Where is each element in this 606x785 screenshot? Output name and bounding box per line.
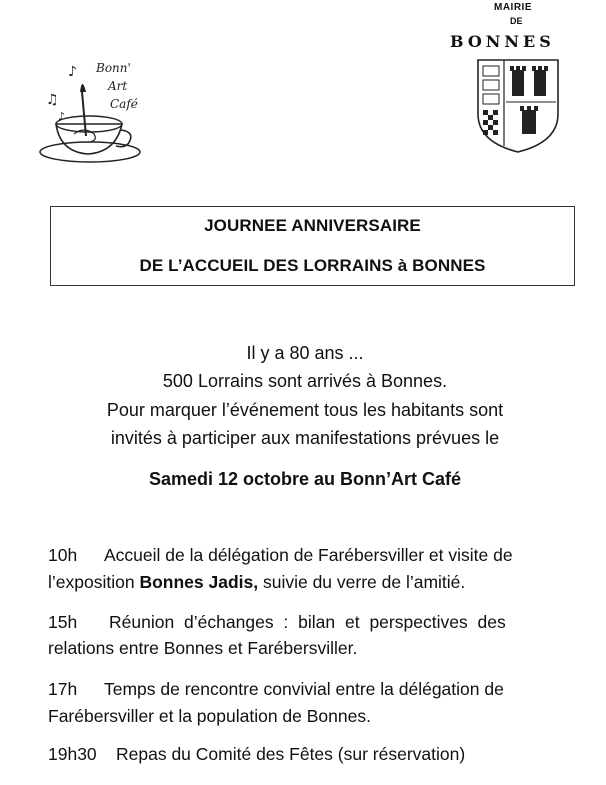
program-text: Farébersviller et la population de Bonnes. bbox=[48, 706, 371, 726]
event-date-line: Samedi 12 octobre au Bonn’Art Café bbox=[148, 469, 462, 489]
program-time: 15h bbox=[48, 612, 78, 632]
program-text: Temps de rencontre convivial entre la délégation de bbox=[104, 679, 504, 699]
title-line-2: DE L’ACCUEIL DES LORRAINS à BONNES bbox=[139, 256, 486, 275]
program-item-4-line-1 bbox=[48, 746, 570, 764]
program-text: relations entre Bonnes et Farébersviller. bbox=[48, 638, 358, 658]
program-item-1-line-2 bbox=[48, 574, 570, 592]
program-text: Accueil de la délégation de Farébersviller et visite de bbox=[104, 545, 513, 565]
svg-text:♪: ♪ bbox=[68, 64, 77, 80]
program-item-1-line-1 bbox=[48, 547, 570, 565]
program-item-2-line-1 bbox=[48, 614, 570, 632]
program-text: Repas du Comité des Fêtes (sur réservation) bbox=[116, 744, 466, 764]
exhibition-name: Bonnes Jadis, bbox=[139, 572, 259, 592]
intro-line-4: invités à participer aux manifestations prévues le bbox=[110, 428, 500, 448]
intro-line-2: 500 Lorrains sont arrivés à Bonnes. bbox=[162, 371, 448, 391]
logo-text-line2: Art bbox=[108, 79, 128, 93]
logo-text-line1: Bonn' bbox=[96, 61, 131, 75]
program-item-3-line-1 bbox=[48, 681, 570, 699]
program-time: 10h bbox=[48, 545, 78, 565]
program-text: l’exposition bbox=[48, 572, 140, 592]
program-item-2-line-2 bbox=[48, 640, 570, 658]
title-box bbox=[50, 206, 575, 286]
mairie-label: MAIRIE bbox=[494, 2, 532, 13]
mairie-name: BONNES bbox=[450, 32, 555, 51]
intro-line-1: Il y a 80 ans ... bbox=[246, 343, 364, 363]
mairie-de: DE bbox=[510, 16, 523, 26]
program-text: suivie du verre de l’amitié. bbox=[258, 572, 466, 592]
logo-text-line3: Café bbox=[110, 97, 138, 111]
program-time: 19h30 bbox=[48, 744, 97, 764]
coat-of-arms-icon bbox=[472, 56, 564, 156]
svg-text:♪: ♪ bbox=[58, 110, 66, 123]
title-line-1: JOURNEE ANNIVERSAIRE bbox=[204, 216, 421, 235]
svg-text:♫: ♫ bbox=[46, 92, 59, 108]
program-item-3-line-2 bbox=[48, 708, 570, 726]
bonn-art-cafe-logo bbox=[28, 48, 168, 178]
intro-line-3: Pour marquer l’événement tous les habitants sont bbox=[106, 400, 504, 420]
program-time: 17h bbox=[48, 679, 78, 699]
program-text: Réunion d’échanges : bilan et perspectives des bbox=[109, 612, 506, 632]
